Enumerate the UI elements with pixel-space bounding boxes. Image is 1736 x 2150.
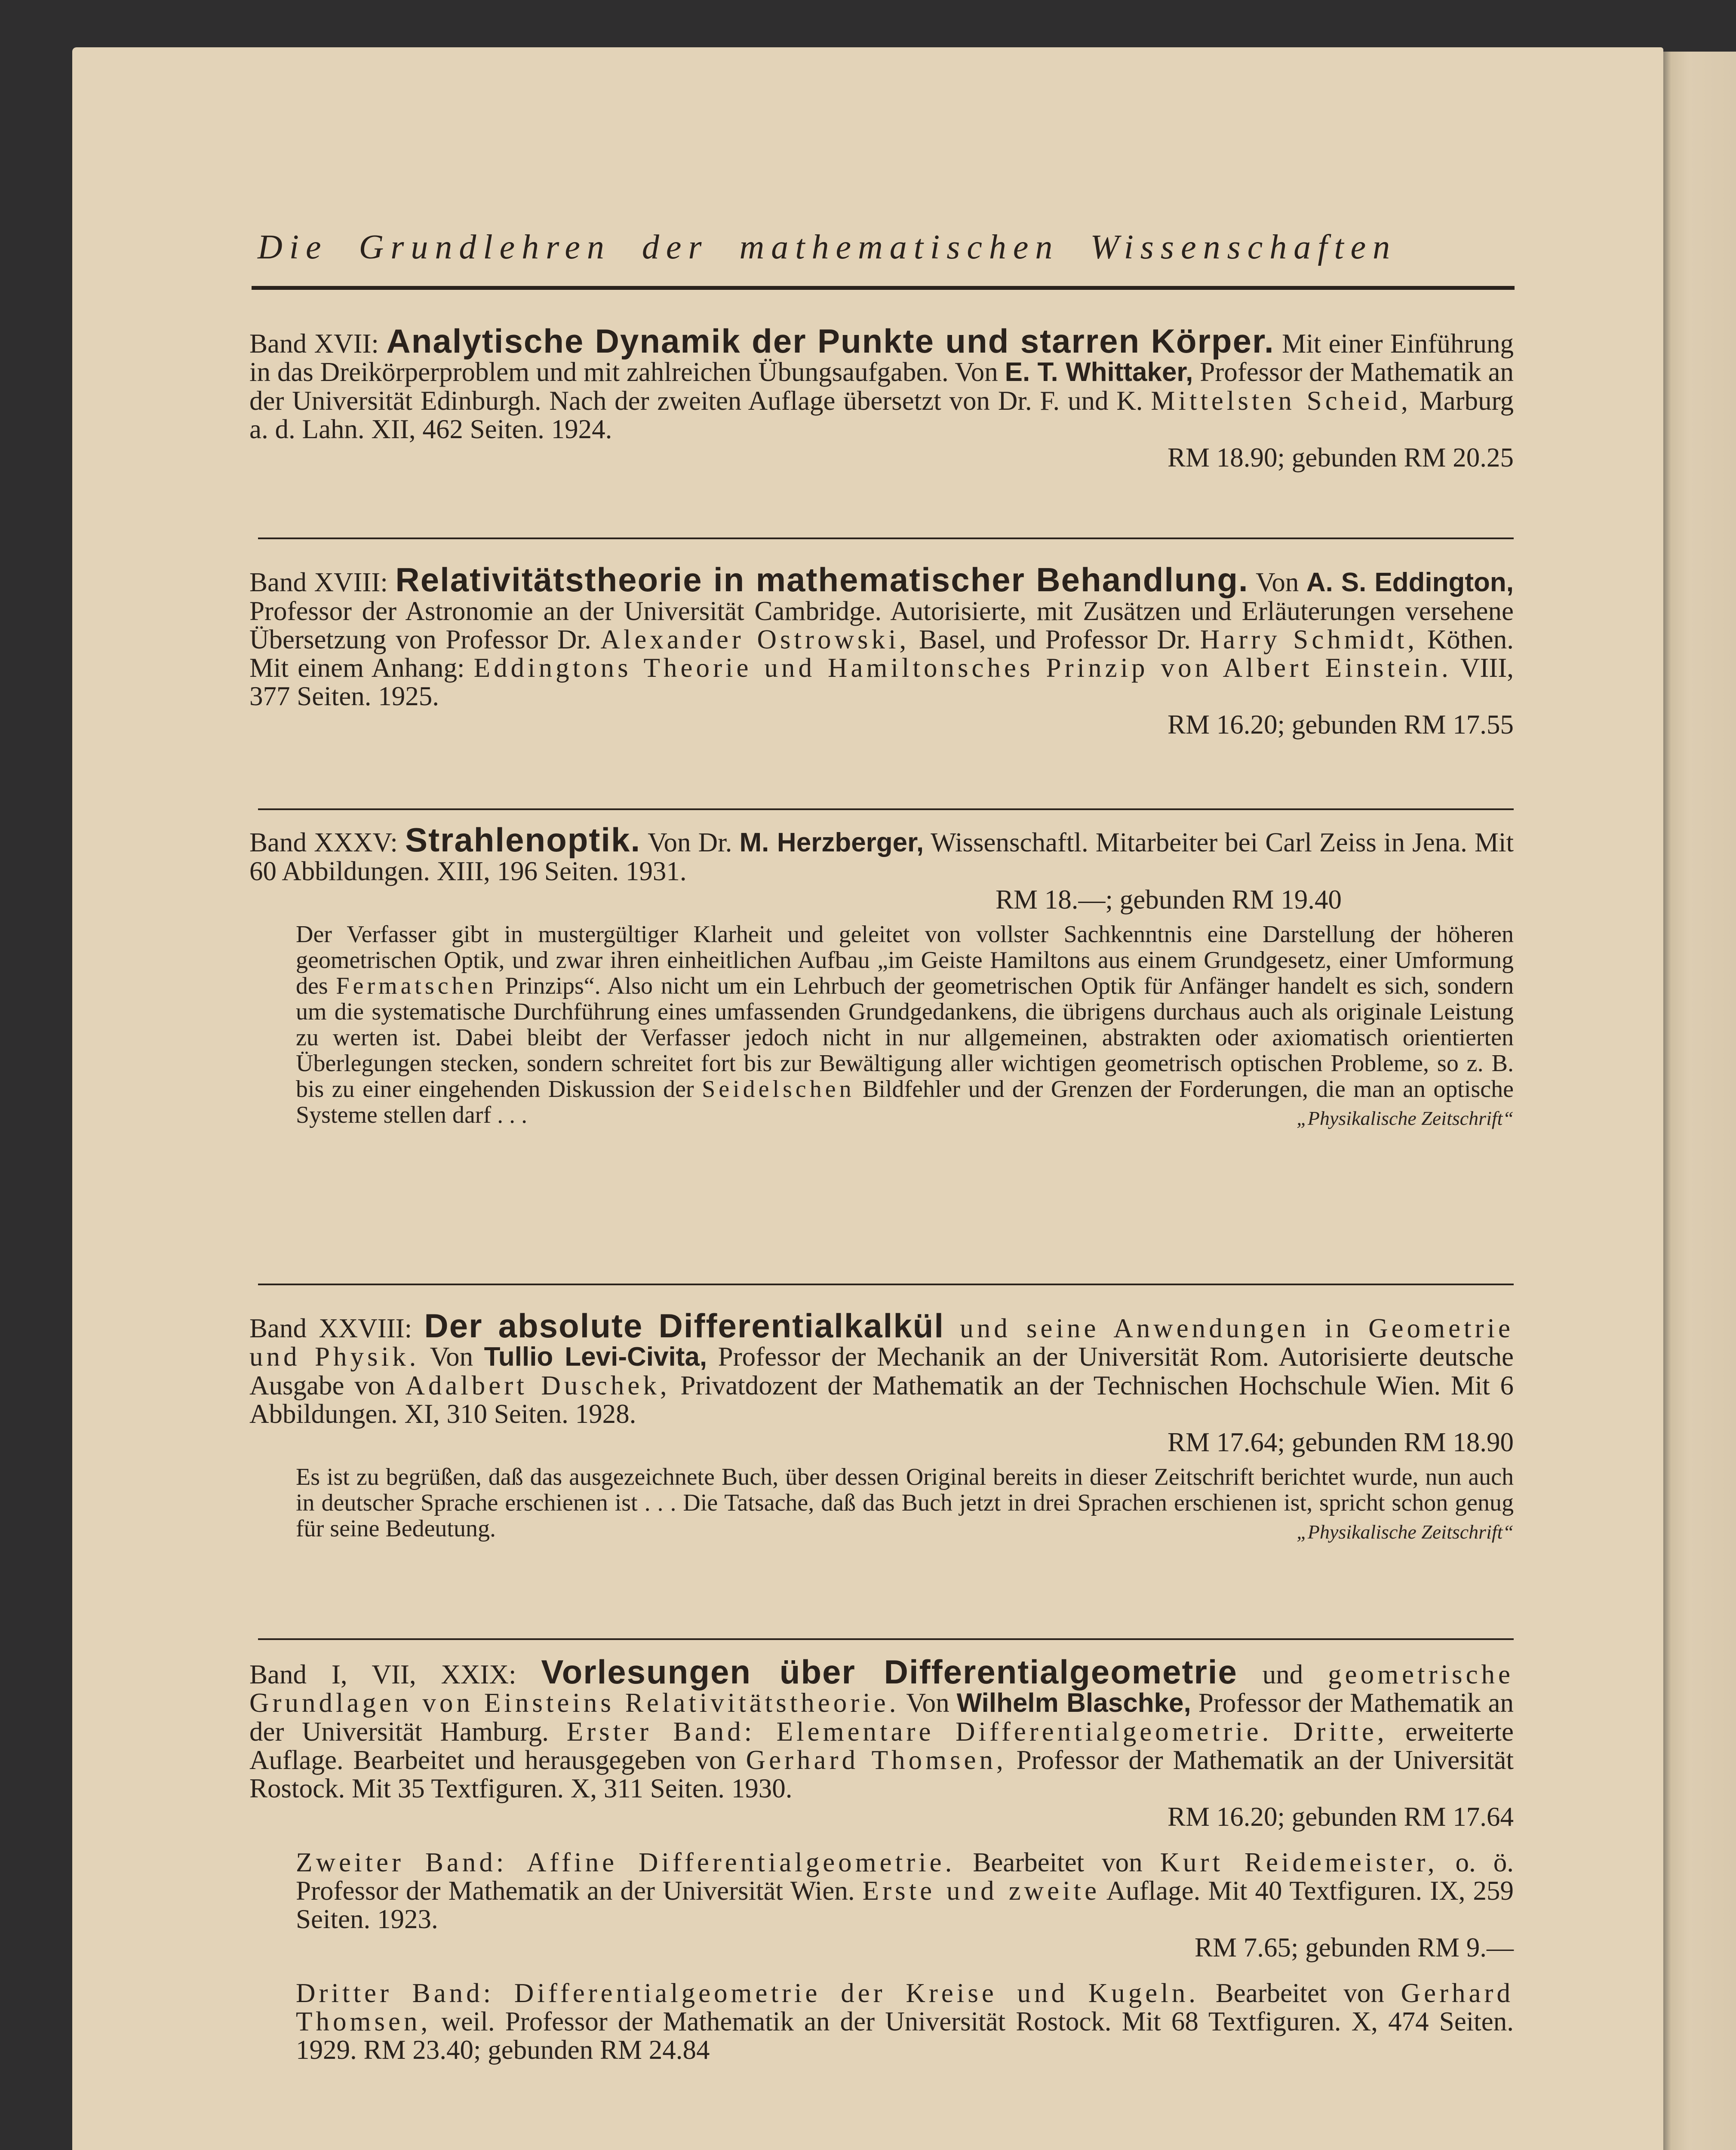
price: RM 16.20; gebunden RM 17.55 xyxy=(1167,710,1514,740)
price: RM 18.90; gebunden RM 20.25 xyxy=(1167,442,1514,473)
entry-text xyxy=(249,1307,1514,1429)
entry-band-xvii xyxy=(249,322,1514,473)
band-number: Band XXVIII: xyxy=(249,1313,412,1343)
volume-title: Zweiter Band: Affine Differentialgeometrie. xyxy=(296,1847,956,1877)
entry-band-xviii xyxy=(249,561,1514,740)
author-name: Wilhelm Blaschke, xyxy=(956,1688,1191,1718)
description: erweiterte Auflage. Bearbeitet und herausgegeben von xyxy=(249,1717,1514,1775)
description: Mit einer Einführung in das Dreikörperproblem und mit zahlreichen Übungsaufgaben. Von xyxy=(249,329,1514,387)
entry-band-xxxv xyxy=(249,821,1514,1131)
review-source: „Physikalische Zeitschrift“ xyxy=(1297,1521,1514,1543)
description: Professor der Mathematik an der Universität Hamburg. xyxy=(249,1688,1514,1747)
band-number: Band XVII: xyxy=(249,329,379,359)
translator-name: Adalbert Duschek, xyxy=(405,1370,670,1401)
review-source: „Physikalische Zeitschrift“ xyxy=(1297,1107,1514,1129)
entry-band-i-vii-xxix xyxy=(249,1653,1514,2065)
entry-text xyxy=(249,561,1514,711)
price: RM 18.—; gebunden RM 19.40 xyxy=(995,885,1342,915)
review-text: Der Verfasser gibt in mustergültiger Klarheit und geleitet von vollster Sachkenntnis eine Darstellung der höheren geometrischen Optik, und zwar ihren einheitlichen Aufbau „im Geiste Hamiltons aus einem Grundgesetz, einer Umformung des Fermatschen Prinzips“. Also nicht um ein Lehrbuch der geometrischen Optik für Anfänger handelt es sich, sondern um die systematische Durchführung eines umfassenden Grundgedankens, die übrigens durchaus auch als originale Leistung zu werten ist. Dabei bleibt der Verfasser jedoch nicht in nur allgemeinen, abstrakten oder axiomatisch orientierten Überlegungen stecken, sondern schreitet fort bis zur Bewältigung aller wichtigen geometrisch optischen Probleme, so z. B. bis zu einer eingehenden Diskussion der Seidelschen Bildfehler und der Grenzen der Forderungen, die man an optische Systeme stellen darf . . . „Physikalische Zeitschrift“ xyxy=(296,921,1514,1128)
subtitle: und seine Anwendungen in Geometrie und Physik. xyxy=(249,1313,1514,1372)
header-rule xyxy=(252,286,1515,290)
publication-details: VIII, 377 Seiten. 1925. xyxy=(249,653,1514,711)
description: Von xyxy=(899,1688,957,1718)
description: Professor der Mathematik an der Universität Edinburgh. Nach der zweiten Auflage übersetzt von Dr. F. und K. xyxy=(249,357,1514,416)
next-page-edge xyxy=(1663,52,1736,2150)
entry-divider xyxy=(258,1638,1514,1640)
price: RM 17.64; gebunden RM 18.90 xyxy=(1167,1427,1514,1457)
price: RM 16.20; gebunden RM 17.64 xyxy=(1167,1802,1514,1832)
subtitle: geometrische Grundlagen von Einsteins Relativitätstheorie. xyxy=(249,1659,1514,1718)
band-number: Band XVIII: xyxy=(249,567,388,597)
description: Von Dr. xyxy=(641,827,740,857)
series-header: Die Grundlehren der mathematischen Wissenschaften xyxy=(258,228,1397,266)
book-title: Relativitätstheorie in mathematischer Behandlung. xyxy=(395,561,1249,599)
entry-divider xyxy=(258,1284,1514,1285)
volume-title: Erster Band: Elementare Differentialgeometrie. Dritte, xyxy=(566,1717,1388,1747)
review-text: Es ist zu begrüßen, daß das ausgezeichnete Buch, über dessen Original bereits in dieser Zeitschrift berichtet wurde, nun auch in deutscher Sprache erschienen ist . . . Die Tatsache, daß das Buch jetzt in drei Sprachen erschienen ist, spricht schon genug für seine Bedeutung. „Physikalische Zeitschrift“ xyxy=(249,1464,1514,1542)
description: Köthen. Mit einem Anhang: xyxy=(249,624,1514,683)
entry-text xyxy=(249,1653,1514,1803)
entry-divider xyxy=(258,808,1514,810)
editor-name: Gerhard Thomsen, xyxy=(296,1978,1514,2036)
author-name: M. Herzberger, xyxy=(739,828,924,857)
author-name: E. T. Whittaker, xyxy=(1005,357,1193,387)
volume-title: Dritter Band: Differentialgeometrie der Kreise und Kugeln. xyxy=(296,1978,1199,2008)
book-title: Der absolute Differentialkalkül xyxy=(424,1307,945,1345)
volume-3-text: Dritter Band: Differentialgeometrie der Kreise und Kugeln. Bearbeitet von Gerhard Thomsen, weil. Professor der Mathematik an der Universität Rostock. Mit 68 Textfiguren. X, 474 Seiten. 1929. RM 23.40; gebunden RM 24.84 xyxy=(296,1978,1514,2065)
entry-text xyxy=(249,821,1514,886)
band-number: Band XXXV: xyxy=(249,827,398,857)
translator-name: Mittelsten Scheid, xyxy=(1151,386,1411,416)
publication-details: Wissenschaftl. Mitarbeiter bei Carl Zeiss in Jena. Mit 60 Abbildungen. XIII, 196 Seiten. 1931. xyxy=(249,827,1514,886)
entry-divider xyxy=(258,538,1514,539)
editor-name: Gerhard Thomsen, xyxy=(746,1745,1007,1775)
appendix-title: Eddingtons Theorie und Hamiltonsches Prinzip von Albert Einstein. xyxy=(473,653,1452,683)
description: Von xyxy=(1248,567,1306,597)
editor-name: Kurt Reidemeister, xyxy=(1160,1847,1438,1877)
book-title: Analytische Dynamik der Punkte und starren Körper. xyxy=(386,322,1275,360)
volume-2-text: Zweiter Band: Affine Differentialgeometrie. Bearbeitet von Kurt Reidemeister, o. ö. Professor der Mathematik an der Universität Wien. Erste und zweite Auflage. Mit 40 Textfiguren. IX, 259 Seiten. 1923. xyxy=(296,1847,1514,1934)
publication-details: Privatdozent der Mathematik an der Technischen Hochschule Wien. Mit 6 Abbildungen. XI, 310 Seiten. 1928. xyxy=(249,1370,1514,1429)
description: Professor der Astronomie an der Universität Cambridge. Autorisierte, mit Zusätzen und Erläuterungen versehene Übersetzung von Professor Dr. xyxy=(249,596,1514,654)
author-name: Tullio Levi-Civita, xyxy=(484,1342,707,1372)
book-title: Vorlesungen über Differentialgeometrie xyxy=(541,1653,1238,1691)
entry-band-xxviii xyxy=(249,1307,1514,1545)
description: und xyxy=(1237,1659,1328,1689)
band-number: Band I, VII, XXIX: xyxy=(249,1659,516,1689)
review-block xyxy=(249,921,1514,1128)
description: Basel, und Professor Dr. xyxy=(909,624,1200,654)
publication-details: Professor der Mathematik an der Universität Rostock. Mit 35 Textfiguren. X, 311 Seiten. 1930. xyxy=(249,1745,1514,1803)
translator-name: Alexander Ostrowski, xyxy=(600,624,910,654)
author-name: A. S. Eddington, xyxy=(1306,568,1514,597)
price: RM 7.65; gebunden RM 9.— xyxy=(1194,1932,1514,1963)
translator-name: Harry Schmidt, xyxy=(1200,624,1418,654)
publication-details: Marburg a. d. Lahn. XII, 462 Seiten. 1924. xyxy=(249,386,1514,444)
description: Von xyxy=(419,1342,484,1372)
description: Professor der Mechanik an der Universität Rom. Autorisierte deutsche Ausgabe von xyxy=(249,1342,1514,1401)
entry-text xyxy=(249,322,1514,444)
book-title: Strahlenoptik. xyxy=(405,821,641,859)
